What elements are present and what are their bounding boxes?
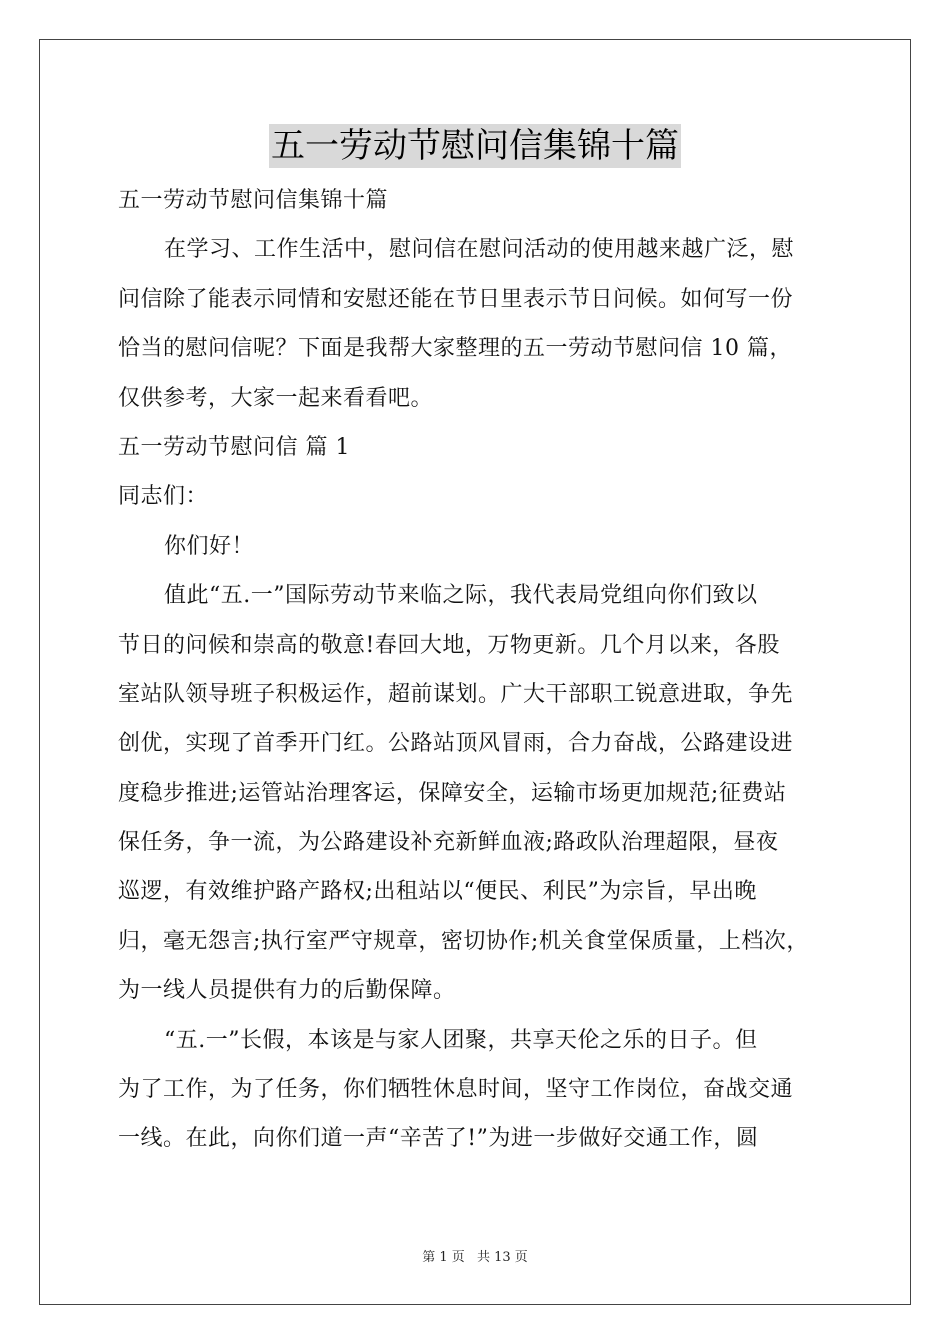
paragraph-line: 归，毫无怨言;执行室严守规章，密切协作;机关食堂保质量，上档次， [118,928,809,954]
paragraph-line: 仅供参考，大家一起来看看吧。 [118,385,434,411]
paragraph-line: 为一线人员提供有力的后勤保障。 [118,978,456,1004]
paragraph-line: 室站队领导班子积极运作，超前谋划。广大干部职工锐意进取，争先 [118,681,794,707]
greeting: 你们好！ [164,533,255,559]
page-number: 第 1 页 [422,1250,465,1265]
document-body [118,176,838,1164]
paragraph-line: 巡逻，有效维护路产路权;出租站以“便民、利民”为宗旨，早出晚 [118,879,757,905]
subtitle-line: 五一劳动节慰问信集锦十篇 [118,188,389,213]
paragraph-line: 一线。在此，向你们道一声“辛苦了!”为进一步做好交通工作，圆 [118,1126,759,1152]
paragraph-line: 问信除了能表示同情和安慰还能在节日里表示节日问候。如何写一份 [118,286,794,312]
section-heading: 五一劳动节慰问信 篇 1 [118,434,350,460]
paragraph-line: 恰当的慰问信呢？下面是我帮大家整理的五一劳动节慰问信 10 篇， [118,336,792,362]
paragraph-line: 度稳步推进;运管站治理客运，保障安全，运输市场更加规范;征费站 [118,780,787,806]
paragraph-line: 值此“五.一”国际劳动节来临之际，我代表局党组向你们致以 [164,583,758,609]
paragraph-line: 节日的问候和崇高的敬意!春回大地，万物更新。几个月以来，各股 [118,632,780,658]
paragraph-line: 保任务，争一流，为公路建设补充新鲜血液;路政队治理超限，昼夜 [118,830,779,856]
paragraph-line: 创优，实现了首季开门红。公路站顶风冒雨，合力奋战，公路建设进 [118,731,794,757]
page-footer [0,1246,950,1265]
paragraph-line: 为了工作，为了任务，你们牺牲休息时间，坚守工作岗位，奋战交通 [118,1077,794,1103]
page-total: 共 13 页 [476,1250,528,1265]
document-title: 五一劳动节慰问信集锦十篇 [271,126,679,166]
title-area [0,124,950,168]
salutation: 同志们： [118,484,209,510]
paragraph-line: “五.一”长假，本该是与家人团聚，共享天伦之乐的日子。但 [164,1027,758,1053]
paragraph-line: 在学习、工作生活中，慰问信在慰问活动的使用越来越广泛，慰 [164,237,795,263]
